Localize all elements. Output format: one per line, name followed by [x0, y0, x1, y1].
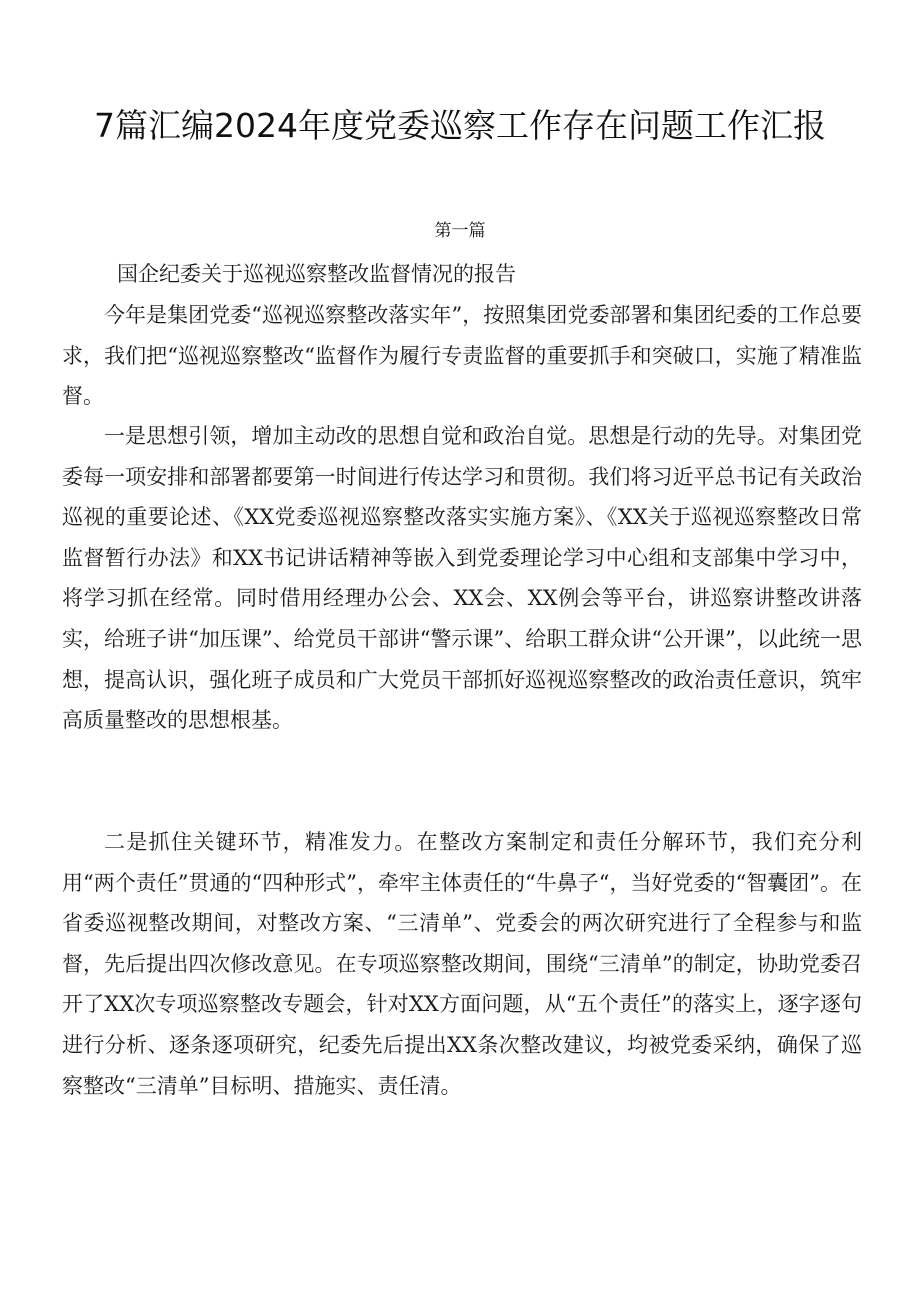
document-title: 7篇汇编2024年度党委巡察工作存在问题工作汇报	[94, 106, 826, 145]
section-heading: 第一篇	[434, 221, 486, 241]
body-paragraph-1-block	[62, 295, 862, 417]
body-paragraph-3-block	[62, 822, 862, 1106]
body-paragraph: 今年是集团党委“巡视巡察整改落实年”，按照集团党委部署和集团纪委的工作总要求，我们把“巡视巡察整改“监督作为履行专责监督的重要抓手和突破口，实施了精准监督。	[62, 303, 862, 409]
body-paragraph: 二是抓住关键环节，精准发力。在整改方案制定和责任分解环节，我们充分利用“两个责任”贯通的“四种形式”，牵牢主体责任的“牛鼻子“，当好党委的“智囊团”。在省委巡视整改期间，对整改方案、“三清单”、党委会的两次研究进行了全程参与和监督，先后提出四次修改意见。在专项巡察整改期间，围绕“三清单”的制定，协助党委召开了XX次专项巡察整改专题会，针对XX方面问题，从“五个责任”的落实上，逐字逐句进行分析、逐条逐项研究，纪委先后提出XX条次整改建议，均被党委采纳，确保了巡察整改“三清单”目标明、措施实、责任清。	[62, 830, 862, 1098]
body-paragraph-2-block	[62, 416, 862, 741]
report-title: 国企纪委关于巡视巡察整改监督情况的报告	[117, 262, 516, 286]
body-paragraph: 一是思想引领，增加主动改的思想自觉和政治自觉。思想是行动的先导。对集团党委每一项安排和部署都要第一时间进行传达学习和贯彻。我们将习近平总书记有关政治巡视的重要论述、《XX党委巡视巡察整改落实实施方案》、《XX关于巡视巡察整改日常监督暂行办法》和XX书记讲话精神等嵌入到党委理论学习中心组和支部集中学习中，将学习抓在经常。同时借用经理办公会、XX会、XX例会等平台，讲巡察讲整改讲落实，给班子讲“加压课”、给党员干部讲“警示课”、给职工群众讲“公开课”，以此统一思想，提高认识，强化班子成员和广大党员干部抓好巡视巡察整改的政治责任意识，筑牢高质量整改的思想根基。	[62, 424, 862, 733]
